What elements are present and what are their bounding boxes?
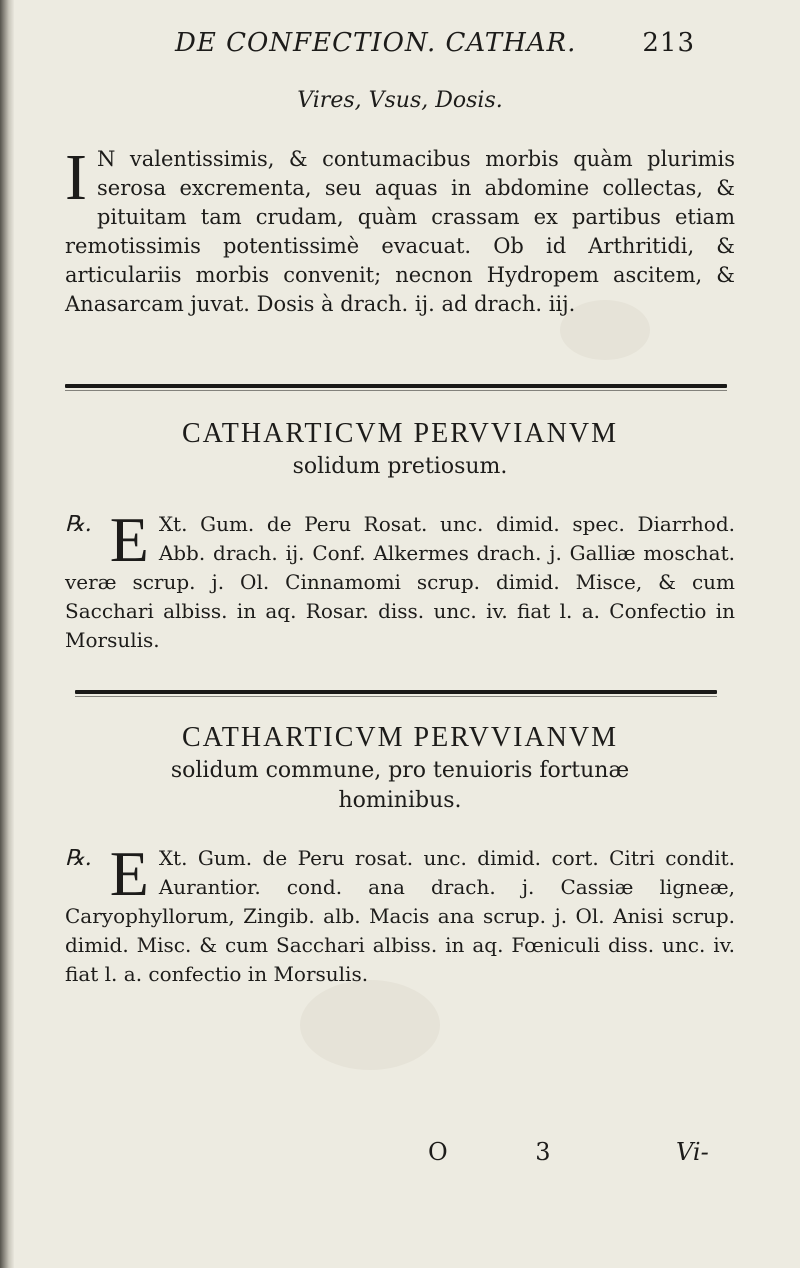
section2-recipe	[65, 838, 735, 989]
dropcap-letter: I	[65, 141, 87, 214]
recipe-symbol: ℞.	[65, 512, 92, 537]
section1-title: CATHARTICVM PERVVIANVM	[182, 418, 618, 449]
intro-subtitle: Vires, Vsus, Dosis.	[297, 88, 503, 113]
running-header	[175, 28, 695, 64]
running-title: DE CONFECTION. CATHAR.	[175, 28, 577, 58]
intro-paragraph	[65, 141, 735, 319]
section-divider	[75, 690, 717, 694]
section1-recipe	[65, 504, 735, 655]
recipe-symbol: ℞.	[65, 846, 92, 871]
catchword: Vi-	[676, 1138, 709, 1166]
page-number: 213	[642, 28, 695, 58]
recipe-text: Xt. Gum. de Peru rosat. unc. dimid. cort. Citri condit. Aurantior. cond. ana drach. j. Cassiæ ligneæ, Caryophyllorum, Zingib. alb. Macis ana scrup. j. Ol. Anisi scrup. dimid. Misc. & cum Sacchari albiss. in aq. Fœniculi diss. unc. iv. fiat l. a. confectio in Morsulis.	[65, 846, 735, 986]
section2-subtitle-line2: hominibus.	[338, 788, 462, 813]
section2-title: CATHARTICVM PERVVIANVM	[182, 722, 618, 753]
section1-subtitle: solidum pretiosum.	[292, 454, 508, 479]
dropcap-letter: E	[109, 838, 149, 909]
paper-stain	[300, 980, 440, 1070]
section2-subtitle-line1: solidum commune, pro tenuioris fortunæ	[170, 758, 630, 783]
recipe-text: Xt. Gum. de Peru Rosat. unc. dimid. spec. Diarrhod. Abb. drach. ij. Conf. Alkermes drach. j. Galliæ moschat. veræ scrup. j. Ol. Cinnamomi scrup. dimid. Misce, & cum Sacchari albiss. in aq. Rosar. diss. unc. iv. fiat l. a. Confectio in Morsulis.	[65, 512, 735, 652]
section-divider	[65, 384, 727, 388]
binding-edge	[0, 0, 14, 1268]
dropcap-letter: E	[109, 504, 149, 575]
signature-mark: O 3	[428, 1138, 591, 1166]
intro-text: N valentissimis, & contumacibus morbis quàm plurimis serosa excrementa, seu aquas in abdomine collectas, & pituitam tam crudam, quàm crassam ex partibus etiam remotissimis potentissimè evacuat. Ob id Arthritidi, & articulariis morbis convenit; necnon Hydropem ascitem, & Anasarcam juvat. Dosis à drach. ij. ad drach. iij.	[65, 147, 735, 316]
